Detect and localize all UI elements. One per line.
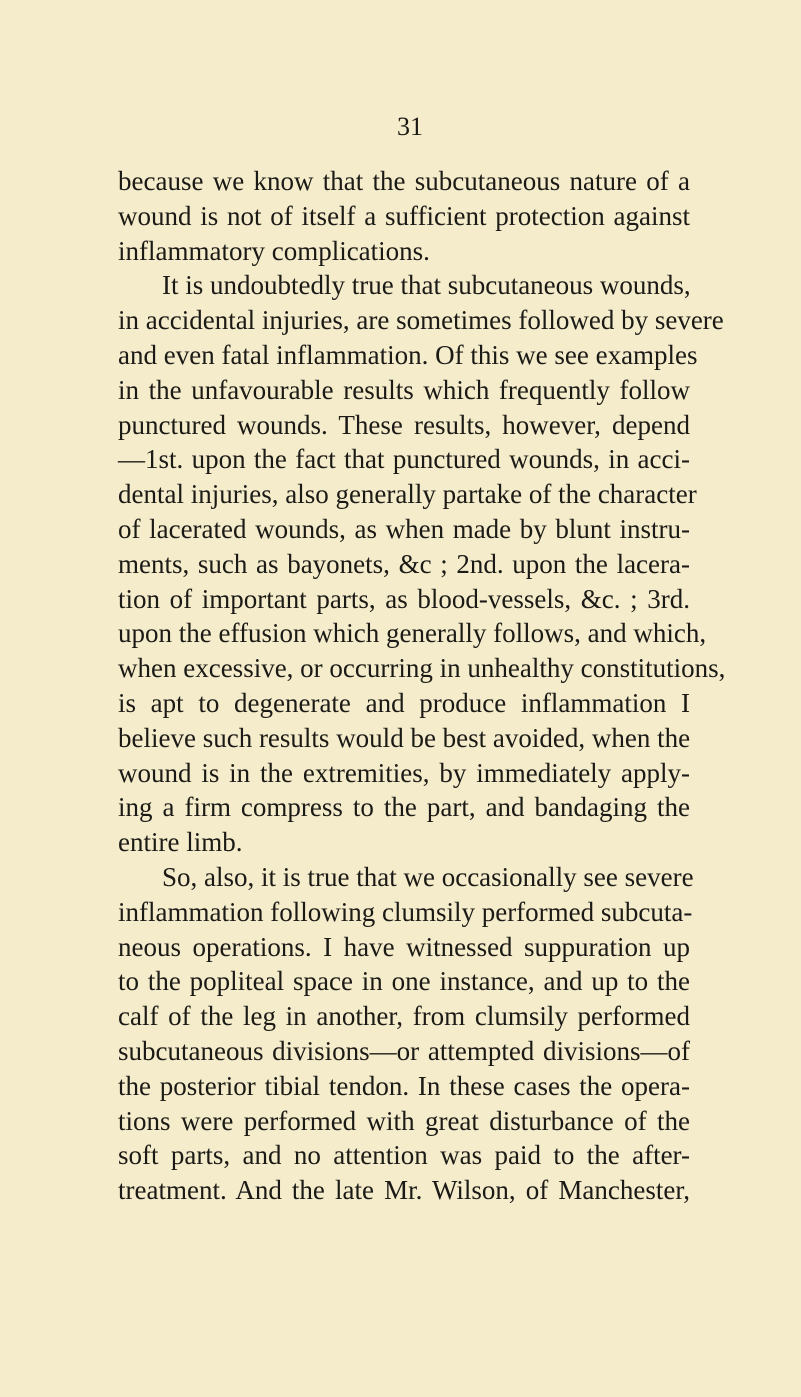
text-line: wound is not of itself a sufficient protection against <box>118 200 690 231</box>
text-line: punctured wounds. These results, however, depend <box>118 409 690 440</box>
text-line: neous operations. I have witnessed suppuration up <box>118 931 690 962</box>
text-line: of lacerated wounds, as when made by blunt instru- <box>118 513 690 544</box>
text-line: tions were performed with great disturbance of the <box>118 1105 690 1136</box>
text-line: calf of the leg in another, from clumsily performed <box>118 1001 690 1032</box>
text-line: inflammation following clumsily performed subcuta- <box>118 896 693 927</box>
text-line: tion of important parts, as blood-vessels, &c. ; 3rd. <box>118 583 690 614</box>
text-line: is apt to degenerate and produce inflammation I <box>118 687 690 718</box>
text-line: treatment. And the late Mr. Wilson, of Manchester, <box>118 1175 690 1206</box>
paragraph-first-line: So, also, it is true that we occasionally see severe <box>162 861 694 892</box>
text-line: to the popliteal space in one instance, and up to the <box>118 966 690 997</box>
text-line: the posterior tibial tendon. In these cases the opera- <box>118 1070 690 1101</box>
text-line: entire limb. <box>118 827 243 858</box>
text-line: ments, such as bayonets, &c ; 2nd. upon the lacera- <box>118 548 690 579</box>
text-line: wound is in the extremities, by immediately apply- <box>118 757 690 788</box>
text-line: subcutaneous divisions—or attempted divisions—of <box>118 1035 690 1066</box>
text-line: —1st. upon the fact that punctured wounds, in acci- <box>118 444 690 475</box>
page-number: 31 <box>397 112 423 141</box>
text-line: dental injuries, also generally partake of the character <box>118 479 697 510</box>
text-line: and even fatal inflammation. Of this we see examples <box>118 339 698 370</box>
text-line: ing a firm compress to the part, and bandaging the <box>118 792 690 823</box>
text-line: soft parts, and no attention was paid to the after- <box>118 1140 690 1171</box>
text-line: believe such results would be best avoided, when the <box>118 722 691 753</box>
text-line: inflammatory complications. <box>118 235 430 266</box>
text-line: because we know that the subcutaneous nature of a <box>118 166 690 196</box>
text-line: in the unfavourable results which frequently follow <box>118 374 690 405</box>
text-line: in accidental injuries, are sometimes followed by severe <box>118 305 724 336</box>
text-line: upon the effusion which generally follows, and which, <box>118 618 707 649</box>
body-text <box>118 164 726 1208</box>
text-line: when excessive, or occurring in unhealthy constitutions, <box>118 653 726 684</box>
paragraph-first-line: It is undoubtedly true that subcutaneous wounds, <box>162 270 691 301</box>
